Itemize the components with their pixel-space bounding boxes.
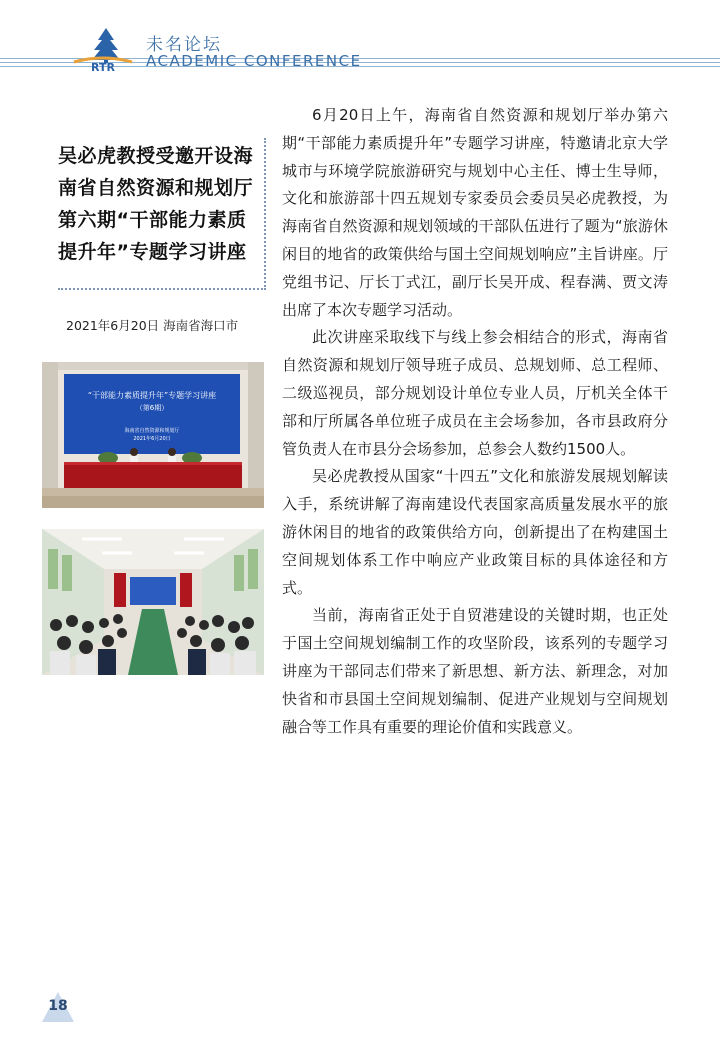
projection-screen (64, 374, 240, 454)
article-body (282, 102, 668, 741)
screen-title: “干部能力素质提升年”专题学习讲座 (87, 391, 217, 400)
screen-org: 海南省自然资源和规划厅 (124, 428, 180, 434)
date-location: 2021年6月20日 海南省海口市 (66, 318, 239, 333)
paragraph: 此次讲座采取线下与线上参会相结合的形式，海南省自然资源和规划厅领导班子成员、总规划师、总工程师、二级巡视员，部分规划设计单位专业人员，厅机关全体干部和厅所属各单位班子成员在主会场参加，各市县政府分管负责人在市县分会场参加，总参会人数约1500人。 (282, 328, 668, 458)
page-header (0, 0, 720, 90)
article-title: 吴必虎教授受邀开设海南省自然资源和规划厅第六期“干部能力素质提升年”专题学习讲座 (58, 145, 254, 263)
photo-audience (42, 529, 264, 675)
rtr-logo (70, 26, 136, 72)
stage-table (64, 462, 242, 488)
brand-title-cn: 未名论坛 (146, 35, 222, 55)
brand-title-en: ACADEMIC CONFERENCE (146, 52, 362, 70)
page-number-text: 18 (48, 998, 68, 1014)
screen-date: 2021年6月20日 (133, 436, 171, 442)
page-number (40, 990, 76, 1024)
svg-text:RTR: RTR (91, 61, 115, 72)
paragraph: 当前，海南省正处于自贸港建设的关键时期，也正处于国土空间规划编制工作的攻坚阶段，该系列的专题学习讲座为干部同志们带来了新思想、新方法、新理念，对加快省和市县国土空间规划编制、促进产业规划与空间规划融合等工作具有重要的理论价值和实践意义。 (282, 606, 668, 736)
hall-screen (130, 577, 176, 605)
photo-stage (42, 362, 264, 508)
paragraph: 6月20日上午，海南省自然资源和规划厅举办第六期“干部能力素质提升年”专题学习讲座，特邀请北京大学城市与环境学院旅游研究与规划中心主任、博士生导师，文化和旅游部十四五规划专家委员会委员吴必虎教授，为海南省自然资源和规划领域的干部队伍进行了题为“旅游休闲目的地省的政策供给与国土空间规划响应”主旨讲座。厅党组书记、厅长丁式江，副厅长吴开成、程春满、贾文涛出席了本次专题学习活动。 (282, 106, 668, 319)
paragraph: 吴必虎教授从国家“十四五”文化和旅游发展规划解读入手，系统讲解了海南建设代表国家高质量发展水平的旅游休闲目的地省的政策供给方向，创新提出了在构建国土空间规划体系工作中响应产业政策目标的具体途径和方式。 (282, 467, 668, 597)
screen-sub: （第6期） (135, 404, 169, 412)
article-title-box (58, 138, 266, 290)
